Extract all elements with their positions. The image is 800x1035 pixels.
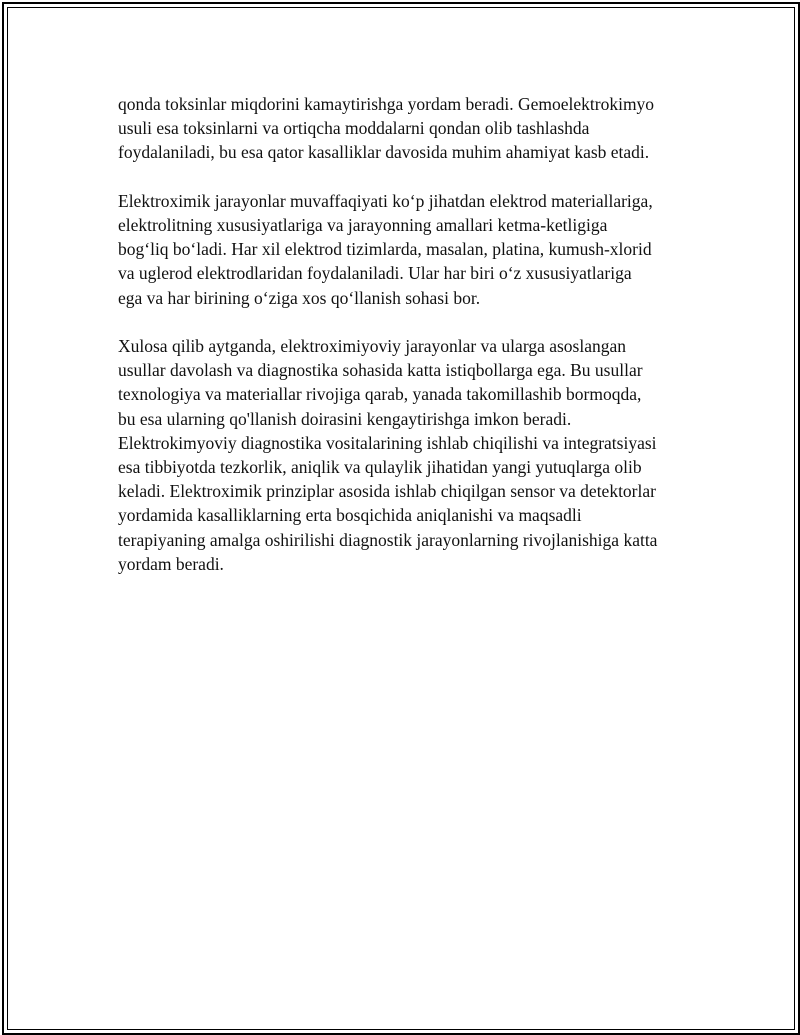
paragraph-1: qonda toksinlar miqdorini kamaytirishga yordam beradi. Gemoelektrokimyo usuli esa toksinlarni va ortiqcha moddalarni qondan olib tashlashda foydalaniladi, bu esa qator kasalliklar davosida muhim ahamiyat kasb etadi. (118, 94, 655, 163)
document-body (118, 92, 698, 600)
paragraph-2: Elektroximik jarayonlar muvaffaqiyati ko‘p jihatdan elektrod materiallariga, elektrolitning xususiyatlariga va jarayonning amallari ketma-ketligiga bog‘liq bo‘ladi. Har xil elektrod tizimlarda, masalan, platina, kumush-xlorid va uglerod elektrodlaridan foydalaniladi. Ular har biri o‘z xususiyatlariga ega va har birining o‘ziga xos qo‘llanish sohasi bor. (118, 190, 653, 308)
paragraph-3: Xulosa qilib aytganda, elektroximiyoviy jarayonlar va ularga asoslangan usullar davolash va diagnostika sohasida katta istiqbollarga ega. Bu usullar texnologiya va materiallar rivojiga qarab, yanada takomillashib bormoqda, bu esa ularning qo'llanish doirasini kengaytirishga imkon beradi. Elektrokimyoviy diagnostika vositalarining ishlab chiqilishi va integratsiyasi esa tibbiyotda tezkorlik, aniqlik va qulaylik jihatidan yangi yutuqlarga olib keladi. Elektroximik prinziplar asosida ishlab chiqilgan sensor va detektorlar yordamida kasalliklarning erta bosqichida aniqlanishi va maqsadli terapiyaning amalga oshirilishi diagnostik jarayonlarning rivojlanishiga katta yordam beradi. (118, 336, 658, 574)
